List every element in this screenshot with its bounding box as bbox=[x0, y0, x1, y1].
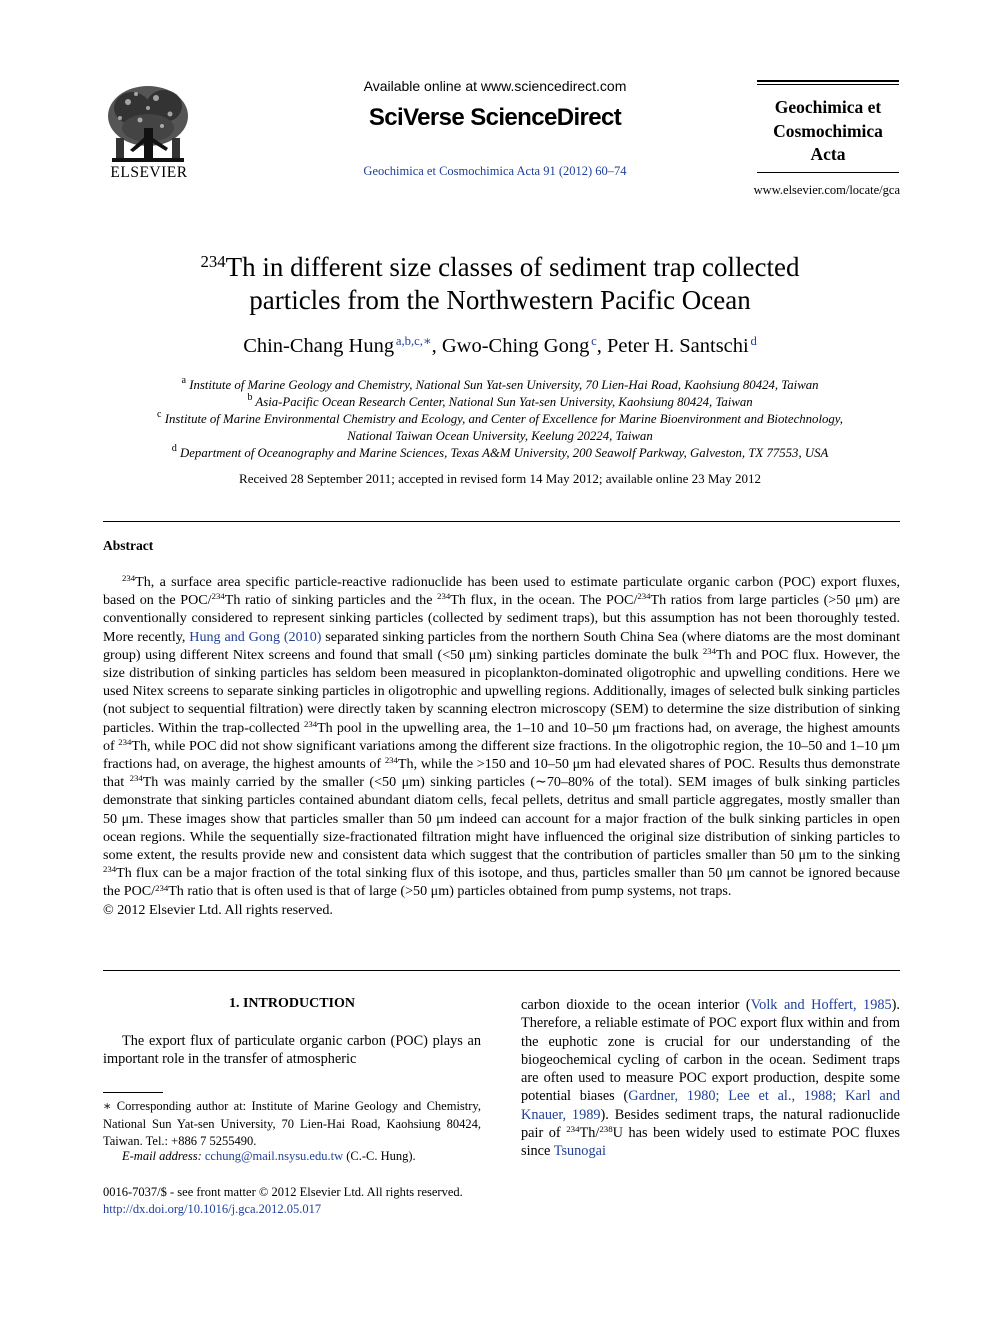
affiliation-text: Asia-Pacific Ocean Research Center, National Sun Yat-sen University, Kaohsiung 80424, Taiwan bbox=[255, 395, 753, 409]
journal-rule bbox=[757, 172, 899, 173]
divider bbox=[103, 970, 900, 971]
journal-citation-link[interactable]: Geochimica et Cosmochimica Acta 91 (2012) 60–74 bbox=[363, 164, 627, 178]
journal-title-line: Acta bbox=[810, 144, 846, 164]
platform-name: SciVerse ScienceDirect bbox=[368, 104, 622, 131]
corresponding-author-footnote: ∗ Corresponding author at: Institute of Marine Geology and Chemistry, National Sun Yat-sen University, 70 Lien-Hai Road, Kaohsiung 80424, Taiwan. Tel.: +886 7 5255490. bbox=[103, 1099, 481, 1148]
journal-url[interactable]: www.elsevier.com/locate/gca bbox=[753, 183, 900, 197]
affiliation-text: Institute of Marine Environmental Chemistry and Ecology, and Center of Excellence for Marine Bioenvironment and Biotechnology, bbox=[164, 412, 843, 426]
affiliation-label: a bbox=[181, 375, 187, 387]
journal-title bbox=[752, 96, 904, 167]
author-affiliation-marks[interactable]: a,b,c,∗ bbox=[395, 334, 432, 349]
publisher-name: ELSEVIER bbox=[110, 164, 188, 181]
affiliation-label: b bbox=[247, 392, 253, 404]
divider bbox=[103, 521, 900, 522]
affiliation-label: c bbox=[157, 409, 162, 421]
author-name: Chin-Chang Hung bbox=[243, 335, 395, 357]
title-line-1: Th in different size classes of sediment trap collected bbox=[225, 252, 800, 282]
reference-link[interactable]: Hung and Gong (2010) bbox=[189, 628, 322, 645]
isotope-superscript: 234 bbox=[122, 573, 136, 584]
author-name: Gwo-Ching Gong bbox=[441, 335, 590, 357]
affiliation bbox=[100, 445, 900, 462]
author-name: Peter H. Santschi bbox=[606, 335, 749, 357]
intro-paragraph: The export flux of particulate organic carbon (POC) plays an important role in the transfer of atmospheric bbox=[103, 1033, 481, 1068]
journal-title-line: Geochimica et bbox=[774, 97, 882, 117]
author-list: Chin-Chang Hung $^{a,b,c,∗}$, Gwo-Ching Gong $^c$, Peter H. Santschi $^d$ bbox=[243, 334, 757, 357]
copyright: © 2012 Elsevier Ltd. All rights reserved. bbox=[103, 901, 333, 918]
affiliation-text: Department of Oceanography and Marine Sciences, Texas A&M University, 200 Seawolf Parkway, Galveston, TX 77553, USA bbox=[180, 446, 829, 460]
received-dates: Received 28 September 2011; accepted in revised form 14 May 2012; available online 23 May 2012 bbox=[239, 471, 761, 486]
intro-paragraph-continued: carbon dioxide to the ocean interior (Volk and Hoffert, 1985). Therefore, a reliable estimate of POC export flux within and from the euphotic zone is crucial for our understanding of the biogeochemical cycling of carbon in the ocean. Sediment traps are often used to measure POC export production, despite some potential biases (Gardner, 1980; Lee et al., 1988; Karl and Knauer, 1989). Besides sediment traps, the natural radionuclide pair of $^{234}$Th/$^{238}$U has been widely used to estimate POC fluxes since Tsunogai bbox=[521, 997, 900, 1160]
affiliation bbox=[100, 394, 900, 411]
abstract-body: $^{234}$Th, a surface area specific particle-reactive radionuclide has been used to estimate particulate organic carbon (POC) export fluxes, based on the POC/$^{234}$Th ratio of sinking particles and the $^{234}$Th flux, in the ocean. The POC/$^{234}$Th ratios from large particles (>50 μm) are conventionally considered to represent sinking particles (collected by sediment traps), but this assumption has not been thoroughly tested. More recently, Hung and Gong (2010) separated sinking particles from the northern South China Sea (where diatoms are the most dominant group) using different Nitex screens and found that small (<50 μm) sinking particles dominate the bulk $^{234}$Th and POC flux. However, the size distribution of sinking particles has seldom been measured in picoplankton-dominated oligotrophic and upwelling conditions. Here we used Nitex screens to separate sinking particles in oligotrophic and upwelling regions. Additionally, images of selected bulk sinking particles (not subject to sequential filtration) were directly taken by scanning electron microscopy (SEM) to determine the size distribution of sinking particles. Within the trap-collected $^{234}$Th pool in the upwelling area, the 1–10 and 10–50 μm fractions had, on average, the highest amounts of $^{234}$Th, while POC did not show significant variations among the different size fractions. In the oligotrophic region, the 10–50 and 1–10 μm fractions had, on average, the highest amounts of $^{234}$Th, while the >150 and 10–50 μm had elevated shares of POC. Results thus demonstrate that $^{234}$Th was mainly carried by the smaller (<50 μm) sinking particles (∼70–80% of the total). SEM images of bulk sinking particles demonstrate that sinking particles contained abundant diatom cells, fecal pellets, detritus and small particle aggregates, mostly smaller than 50 μm. These images show that particles smaller than 50 μm indeed can account for a major fraction of the bulk sinking particles in open ocean regions. While the sequentially size-fractionated filtration might have influenced the original size distribution of sinking particles to some extent, the results provide new and consistent data which suggest that the contribution of particles smaller than 50 μm to the sinking $^{234}$Th flux can be a major fraction of the total sinking flux of this isotope, and thus, particles smaller than 50 μm cannot be ignored because the POC/$^{234}$Th ratio that is often used is that of large (>50 μm) particles obtained from pump systems, not traps. © 2012 Elsevier Ltd. All rights reserved. bbox=[103, 573, 901, 918]
reference-link[interactable]: Gardner, 1980; Lee et al., 1988; Karl and Knauer, 1989 bbox=[521, 1088, 900, 1123]
footnote-rule bbox=[103, 1092, 163, 1093]
article-title bbox=[100, 251, 900, 317]
journal-rule bbox=[757, 84, 899, 85]
reference-link[interactable]: Tsunogai bbox=[553, 1143, 606, 1160]
affiliation bbox=[100, 411, 900, 428]
affiliation-label: d bbox=[171, 443, 177, 455]
reference-link[interactable]: Volk and Hoffert, 1985 bbox=[750, 997, 892, 1013]
author-affiliation-marks[interactable]: c bbox=[591, 334, 597, 349]
journal-title-line: Cosmochimica bbox=[773, 120, 883, 141]
affiliation-text: Institute of Marine Geology and Chemistry, National Sun Yat-sen University, 70 Lien-Hai Road, Kaohsiung 80424, Taiwan bbox=[189, 378, 819, 392]
doi-link[interactable]: http://dx.doi.org/10.1016/j.gca.2012.05.017 bbox=[103, 1202, 322, 1216]
affiliation bbox=[100, 377, 900, 394]
email-label: E-mail address: bbox=[122, 1149, 205, 1163]
section-heading: 1. INTRODUCTION bbox=[228, 996, 355, 1011]
journal-rule bbox=[757, 80, 899, 82]
available-online: Available online at www.sciencedirect.com bbox=[363, 78, 627, 94]
abstract-heading: Abstract bbox=[103, 538, 154, 553]
affiliation-continued: National Taiwan Ocean University, Keelung 20224, Taiwan bbox=[347, 429, 653, 443]
front-matter: 0016-7037/$ - see front matter © 2012 Elsevier Ltd. All rights reserved. bbox=[103, 1185, 463, 1199]
email-footnote: E-mail address: cchung@mail.nsysu.edu.tw (C.-C. Hung). bbox=[122, 1149, 416, 1163]
email-link[interactable]: cchung@mail.nsysu.edu.tw bbox=[204, 1149, 344, 1163]
author-affiliation-marks[interactable]: d bbox=[750, 334, 757, 349]
title-line-2: particles from the Northwestern Pacific Ocean bbox=[249, 285, 751, 315]
isotope-superscript: 234 bbox=[200, 251, 226, 271]
